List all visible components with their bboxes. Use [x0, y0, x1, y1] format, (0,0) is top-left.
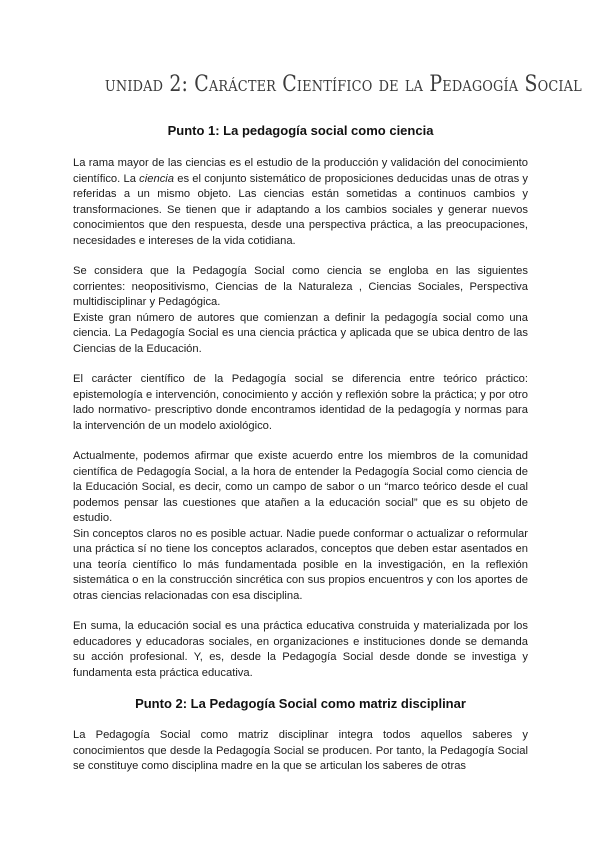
paragraph-1	[73, 156, 528, 249]
paragraph-7: En suma, la educación social es una práctica educativa construida y materializada por los educadores y educadoras sociales, en organizaciones e instituciones donde se demanda su acción profesional. Y, es, desde la Pedagogía Social desde donde se investiga y fundamenta esta práctica educativa.	[73, 620, 528, 679]
section-heading-2: Punto 2: La Pedagogía Social como matriz disciplinar	[135, 696, 466, 711]
section-heading-1: Punto 1: La pedagogía social como ciencia	[167, 123, 434, 138]
paragraph-6: Sin conceptos claros no es posible actuar. Nadie puede conformar o actualizar o reformular una práctica sí no tiene los conceptos aclarados, conceptos que deben estar asentados en una teoría científico lo más fundamentada posible en la investigación, en la reflexión sistemática o en la construcción sincrética con sus propios encuentros y con los aportes de otras ciencias relacionadas con esa disciplina.	[73, 527, 528, 602]
paragraph-1-emphasis: ciencia	[139, 172, 174, 185]
paragraph-2: Se considera que la Pedagogía Social como ciencia se engloba en las siguientes corrientes: neopositivismo, Ciencias de la Naturaleza , Ciencias Sociales, Perspectiva multidisciplinar y Pedagógica.	[73, 265, 528, 308]
paragraph-3: Existe gran número de autores que comienzan a definir la pedagogía social como una ciencia. La Pedagogía Social es una ciencia práctica y aplicada que se ubica dentro de las Ciencias de la Educación.	[73, 311, 528, 355]
paragraph-8: La Pedagogía Social como matriz disciplinar integra todos aquellos saberes y conocimientos que desde la Pedagogía Social se producen. Por tanto, la Pedagogía Social se constituye como disciplina madre en la que se articulan los saberes de otras	[73, 729, 528, 772]
paragraph-4: El carácter científico de la Pedagogía social se diferencia entre teórico práctico: epistemología e intervención, conocimiento y acción y reflexión sobre la práctica; y por otro lado normativo- prescriptivo donde encontramos identidad de la pedagogía y normas para la intervención de un modelo axiológico.	[73, 373, 528, 432]
page-title: unidad 2: Carácter Científico de la Pedagogía Social	[104, 72, 582, 97]
paragraph-1-text-a: La rama mayor de las ciencias es el estudio de la producción y validación del conocimiento científico. La	[73, 157, 528, 185]
paragraph-5: Actualmente, podemos afirmar que existe acuerdo entre los miembros de la comunidad científica de Pedagogía Social, a la hora de entender la Pedagogía Social como ciencia de la Educación Social, es decir, como un campo de sabor o un “marco teórico desde el cual podemos pensar las cuestiones que atañen a la educación social” que es su objeto de estudio.	[73, 450, 528, 524]
paragraph-1-text-b: es el conjunto sistemático de proposiciones deducidas unas de otras y referidas a un mismo objeto. Las ciencias están sometidas a continuos cambios y transformaciones. Se tienen que ir adaptando a los cambios sociales y generar nuevos conocimientos que den respuesta, desde una perspectiva práctica, a las preocupaciones, necesidades e intereses de la vida cotidiana.	[73, 172, 528, 247]
